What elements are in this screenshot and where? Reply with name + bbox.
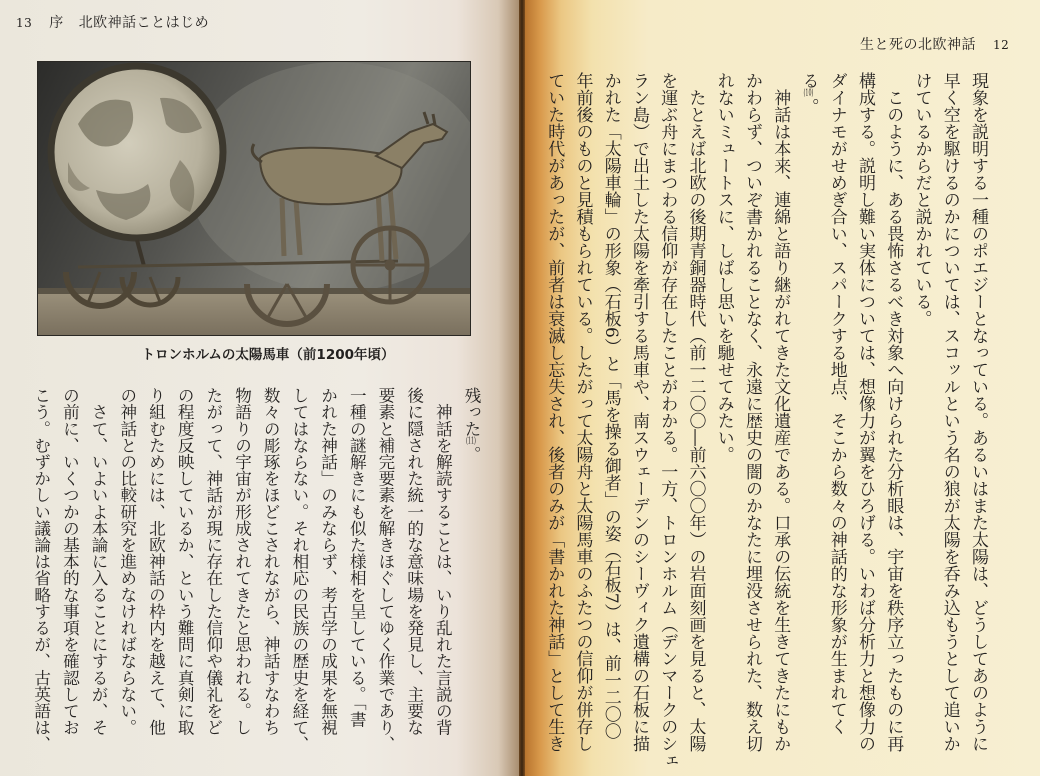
note-reference: (11): [466, 436, 476, 446]
chariot-wheel: [353, 228, 427, 302]
sun-chariot-photo: [38, 62, 470, 335]
text-column: こう。むずかしい議論は省略するが、古英語は、: [31, 387, 51, 753]
text-column: 現象を説明する一種のポエジーとなっている。あるいはまた太陽は、どうしてあのように: [968, 72, 988, 752]
text-column: の程度反映しているか、という難問に真剣に取: [175, 387, 195, 736]
text-column: かれた「太陽車輪」の形象（石板6）と「馬を操る御者」の姿（石板7）は、前一二〇〇: [600, 72, 621, 740]
text-column: 数々の彫琢をほどこされながら、神話すなわち: [261, 387, 281, 736]
text-column: 物語りの宇宙が形成されてきたと思われる。し: [232, 387, 252, 736]
text-column: たがって、神話が現に存在した信仰や儀礼をど: [203, 387, 223, 736]
text-column: かれた神話」のみならず、考古学の成果を無視: [318, 387, 338, 736]
left-running-header: [16, 12, 209, 32]
text-column: 要素と補完要素を解きほぐしてゆく作業であり、: [375, 387, 395, 753]
note-reference: (10): [803, 89, 814, 98]
text-column: り組むためには、北欧神話の枠内を越えて、他: [146, 387, 166, 736]
text-column: してはならない。それ相応の民族の歴史を経て、: [289, 387, 309, 753]
text-column: 一種の謎解きにも似た様相を呈している。「書: [347, 387, 367, 728]
text-column: れないミュートスに、しばし思いを馳せてみたい。: [713, 72, 734, 463]
text-column: 年前後のものと見積もられている。したがって太陽舟と太陽馬車のふたつの信仰が併存し: [572, 72, 593, 752]
text-column: [456, 387, 485, 757]
text-column: たとえば北欧の後期青銅器時代（前一二〇〇―前六〇〇年）の岩面刻画を見ると、太陽: [685, 72, 706, 752]
text-column: 神話は本来、連綿と語り継がれてきた文化遺産である。口承の伝統を生きてきたにもか: [770, 72, 791, 752]
text-column: 神話を解読することは、いり乱れた言説の背: [433, 387, 453, 736]
left-page-number: 13: [16, 16, 33, 30]
text-column: の前に、いくつかの基本的な事項を確認してお: [60, 387, 80, 736]
text-column: ラン島）で出土した太陽を牽引する馬車や、南スウェーデンのシーヴィク遺構の石板に描: [629, 72, 649, 752]
text-column: このように、ある畏怖さるべき対象へ向けられた分析眼は、宇宙を秩序立ったものに再: [883, 72, 904, 752]
right-running-title: 生と死の北欧神話: [860, 37, 976, 53]
text-column: 後に隠された統一的な意味場を発見し、主要な: [404, 387, 424, 736]
text-column: けているからだと説かれている。: [911, 72, 932, 327]
right-running-header: [860, 34, 1009, 54]
text-column: さて、いよいよ本論に入ることにするが、そ: [89, 387, 109, 736]
text-column: ダイナモがせめぎ合い、スパークする地点、そこから数々の神話的な形象が生まれてく: [826, 72, 847, 735]
right-body-text: [540, 72, 992, 769]
text-column: の神話との比較研究を進めなければならない。: [117, 387, 137, 736]
left-running-title: 北欧神話ことはじめ: [78, 15, 210, 31]
column-text: 残った: [462, 387, 481, 437]
column-text-end: 。: [462, 445, 481, 463]
figure-caption: トロンホルムの太陽馬車（前1200年頃）: [141, 347, 395, 363]
text-column: を運ぶ舟にまつわる信仰が存在したことがわかる。一方、トロンホルム（デンマークのシェ: [657, 72, 678, 769]
text-column: [794, 72, 822, 762]
text-column: かわらず、ついぞ書かれることなく、永遠に歴史の闇のかなたに埋没させられた、数え切: [742, 72, 762, 752]
right-page-number: 12: [992, 38, 1010, 52]
chapter-label: 序: [49, 15, 64, 31]
text-column: ていた時代があったが、前者は衰滅し忘失され、後者のみが「書かれた神話」として生き: [544, 72, 565, 752]
text-column: 構成する。説明し難い実体については、想像力が翼をひろげる。いわば分析力と想像力の: [855, 72, 875, 752]
text-column: 早く空を駆けるのかについては、スコッルという名の狼が太陽を呑み込もうとして追いか: [939, 72, 960, 752]
left-body-text: [26, 387, 485, 757]
column-text: る: [798, 72, 819, 89]
column-text-end: 。: [798, 98, 819, 115]
